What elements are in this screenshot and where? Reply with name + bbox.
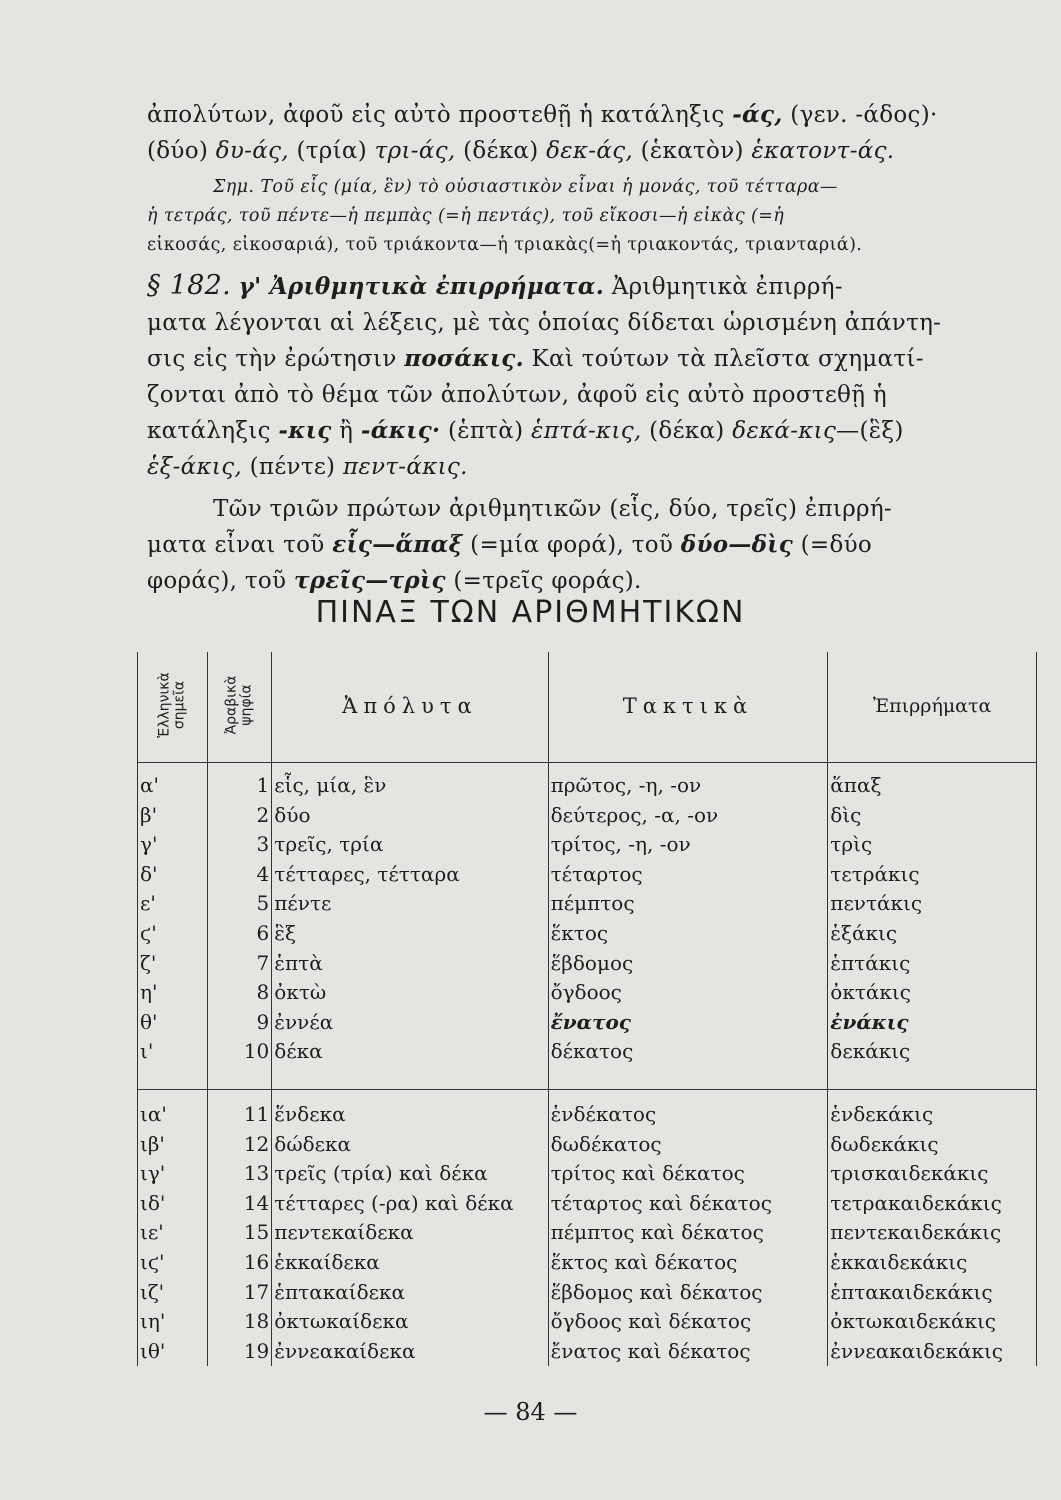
cell-adverb: δωδεκάκις xyxy=(828,1130,1037,1160)
cell-ordinal: πέμπτος καὶ δέκατος xyxy=(548,1218,828,1248)
table-row xyxy=(138,978,1037,1008)
divider-cell xyxy=(548,1067,828,1090)
cell-ordinal: δωδέκατος xyxy=(548,1130,828,1160)
cell-absolute: ἑκκαίδεκα xyxy=(272,1248,548,1278)
note-line-1: Σημ. Τοῦ εἷς (μία, ἓν) τὸ οὐσιαστικὸν εἶναι ἡ μονάς, τοῦ τέτταρα— xyxy=(213,177,838,197)
section-text-part: (πέντε) xyxy=(242,454,343,480)
cell-greek-sign: ιγ' xyxy=(138,1159,208,1189)
cell-adverb: ἑξάκις xyxy=(828,919,1037,949)
table-row xyxy=(138,1218,1037,1248)
header-ordinal: Τακτικὰ xyxy=(548,652,828,763)
cell-arabic-number: 3 xyxy=(208,830,272,860)
cell-arabic-number: 5 xyxy=(208,889,272,919)
header-greek-l1: Ἑλληνικὰ xyxy=(156,671,173,738)
cell-greek-sign: ϛ' xyxy=(138,919,208,949)
cell-greek-sign: ιβ' xyxy=(138,1130,208,1160)
section-text-part: ματα εἶναι τοῦ xyxy=(147,532,333,558)
cell-adverb: ἑκκαιδεκάκις xyxy=(828,1248,1037,1278)
section-text-part: (=μία φορά), τοῦ xyxy=(462,532,681,558)
section-text-part: —(ἓξ) xyxy=(836,418,904,444)
cell-absolute: ἓξ xyxy=(272,919,548,949)
cell-greek-sign: γ' xyxy=(138,830,208,860)
cell-adverb: τρισκαιδεκάκις xyxy=(828,1159,1037,1189)
line-2-part: ἑκατοντ-άς. xyxy=(751,138,895,164)
cell-absolute: ἐννεακαίδεκα xyxy=(272,1337,548,1367)
line-2-part: (τρία) xyxy=(288,138,375,164)
table-row xyxy=(138,1307,1037,1337)
table-row xyxy=(138,1089,1037,1129)
divider-cell xyxy=(828,1067,1037,1090)
cell-absolute: ἐννέα xyxy=(272,1008,548,1038)
section-text-part: Καὶ τούτων τὰ πλεῖστα σχηματί- xyxy=(531,346,924,372)
cell-greek-sign: ιε' xyxy=(138,1218,208,1248)
line-1-text: ἀπολύτων, ἀφοῦ εἰς αὐτὸ προστεθῇ ἡ κατάληξις xyxy=(147,102,725,128)
cell-adverb: ἐννεακαιδεκάκις xyxy=(828,1337,1037,1367)
cell-absolute: τρεῖς, τρία xyxy=(272,830,548,860)
line-2-part: δυ-άς, xyxy=(215,138,289,164)
cell-adverb: τετρακαιδεκάκις xyxy=(828,1189,1037,1219)
cell-arabic-number: 8 xyxy=(208,978,272,1008)
header-arabic-text xyxy=(225,675,255,734)
cell-arabic-number: 19 xyxy=(208,1337,272,1367)
cell-ordinal: ἔνατος καὶ δέκατος xyxy=(548,1337,828,1367)
cell-greek-sign: ιη' xyxy=(138,1307,208,1337)
header-greek-text xyxy=(158,672,188,737)
header-absolute: Ἀπόλυτα xyxy=(272,652,548,763)
section-text-part: ἑπτά-κις, xyxy=(531,418,642,444)
text-line-2 xyxy=(147,133,1047,169)
line-2-part: (δέκα) xyxy=(455,138,547,164)
section-text-8 xyxy=(147,527,1047,563)
header-greek-signs xyxy=(138,652,208,763)
header-greek-l2: σημεῖα xyxy=(171,680,188,729)
cell-adverb: ἑπτακαιδεκάκις xyxy=(828,1278,1037,1308)
cell-absolute: ἑπτακαίδεκα xyxy=(272,1278,548,1308)
table-row xyxy=(138,801,1037,831)
cell-greek-sign: ι' xyxy=(138,1037,208,1067)
table-row xyxy=(138,949,1037,979)
cell-absolute: ὀκτὼ xyxy=(272,978,548,1008)
cell-ordinal: ἕβδομος xyxy=(548,949,828,979)
numerals-table xyxy=(137,652,1037,1366)
cell-arabic-number: 13 xyxy=(208,1159,272,1189)
cell-absolute: ὀκτωκαίδεκα xyxy=(272,1307,548,1337)
text-line-1 xyxy=(147,97,1047,133)
cell-arabic-number: 1 xyxy=(208,763,272,801)
cell-adverb: ἐνάκις xyxy=(828,1008,1037,1038)
table-row xyxy=(138,763,1037,801)
section-title: γ' Ἀριθμητικὰ ἐπιρρήματα. xyxy=(238,273,605,300)
section-text-part: ἑξ-άκις, xyxy=(147,454,243,480)
cell-greek-sign: η' xyxy=(138,978,208,1008)
section-text-part: φοράς), τοῦ xyxy=(147,568,294,594)
cell-ordinal: τρίτος, -η, -ον xyxy=(548,830,828,860)
header-adverbs: Ἐπιρρήματα xyxy=(828,652,1037,763)
header-arabic-l1: Ἀραβικὰ xyxy=(223,675,240,735)
cell-absolute: εἷς, μία, ἓν xyxy=(272,763,548,801)
page-number: — 84 — xyxy=(483,1398,578,1426)
cell-arabic-number: 7 xyxy=(208,949,272,979)
table-row xyxy=(138,919,1037,949)
section-text-part: (=δύο xyxy=(793,532,873,558)
section-text-part: -κις xyxy=(278,417,332,444)
table-header-row xyxy=(138,652,1037,763)
section-text-part: -άκις· xyxy=(360,417,441,444)
table-row xyxy=(138,1337,1037,1367)
cell-adverb: ἑνδεκάκις xyxy=(828,1089,1037,1129)
cell-ordinal: δεύτερος, -α, -ον xyxy=(548,801,828,831)
cell-arabic-number: 12 xyxy=(208,1130,272,1160)
divider-cell xyxy=(208,1067,272,1090)
cell-adverb: δὶς xyxy=(828,801,1037,831)
section-text-part: εἷς—ἅπαξ xyxy=(332,531,463,558)
cell-ordinal: τέταρτος καὶ δέκατος xyxy=(548,1189,828,1219)
line-2-part: (δύο) xyxy=(147,138,216,164)
cell-adverb: δεκάκις xyxy=(828,1037,1037,1067)
cell-arabic-number: 15 xyxy=(208,1218,272,1248)
cell-absolute: δέκα xyxy=(272,1037,548,1067)
section-text-part: σις εἰς τὴν ἐρώτησιν xyxy=(147,346,397,372)
cell-ordinal: ἕκτος xyxy=(548,919,828,949)
section-text-part: δεκά-κις xyxy=(732,418,837,444)
cell-adverb: ὀκτάκις xyxy=(828,978,1037,1008)
section-text-9 xyxy=(147,563,1047,599)
cell-greek-sign: β' xyxy=(138,801,208,831)
table-row xyxy=(138,1189,1037,1219)
cell-arabic-number: 14 xyxy=(208,1189,272,1219)
cell-ordinal: τέταρτος xyxy=(548,860,828,890)
section-text-part: δύο—δὶς xyxy=(680,531,794,558)
table-row xyxy=(138,830,1037,860)
section-text-part: (=τρεῖς φοράς). xyxy=(445,568,642,594)
cell-arabic-number: 17 xyxy=(208,1278,272,1308)
cell-adverb: πεντεκαιδεκάκις xyxy=(828,1218,1037,1248)
cell-adverb: ἅπαξ xyxy=(828,763,1037,801)
cell-adverb: πεντάκις xyxy=(828,889,1037,919)
cell-greek-sign: ιθ' xyxy=(138,1337,208,1367)
cell-arabic-number: 6 xyxy=(208,919,272,949)
cell-absolute: δύο xyxy=(272,801,548,831)
section-text-1: Ἀριθμητικὰ ἐπιρρή- xyxy=(611,274,843,300)
cell-arabic-number: 2 xyxy=(208,801,272,831)
section-text-7: Τῶν τριῶν πρώτων ἀριθμητικῶν (εἷς, δύο, τρεῖς) ἐπιρρή- xyxy=(213,496,892,522)
table-row xyxy=(138,889,1037,919)
section-text-part: (ἑπτὰ) xyxy=(447,418,524,444)
cell-absolute: πεντεκαίδεκα xyxy=(272,1218,548,1248)
cell-ordinal: ὄγδοος xyxy=(548,978,828,1008)
table-row xyxy=(138,1278,1037,1308)
cell-arabic-number: 16 xyxy=(208,1248,272,1278)
cell-adverb: τρὶς xyxy=(828,830,1037,860)
table-group-divider xyxy=(138,1067,1037,1090)
section-text-6 xyxy=(147,449,1047,485)
cell-arabic-number: 18 xyxy=(208,1307,272,1337)
cell-ordinal: ἑνδέκατος xyxy=(548,1089,828,1129)
table-row xyxy=(138,1130,1037,1160)
line-1-genitive: (γεν. -άδος)· xyxy=(790,102,938,128)
cell-arabic-number: 10 xyxy=(208,1037,272,1067)
cell-arabic-number: 4 xyxy=(208,860,272,890)
cell-ordinal: ἕβδομος καὶ δέκατος xyxy=(548,1278,828,1308)
cell-ordinal: ἔνατος xyxy=(548,1008,828,1038)
section-text-part: κατάληξις xyxy=(147,418,271,444)
section-text-part: (δέκα) xyxy=(649,418,725,444)
cell-greek-sign: α' xyxy=(138,763,208,801)
cell-greek-sign: ια' xyxy=(138,1089,208,1129)
cell-absolute: ἕνδεκα xyxy=(272,1089,548,1129)
table-body xyxy=(138,763,1037,1367)
table-row xyxy=(138,1159,1037,1189)
section-text-part: ἢ xyxy=(339,418,354,444)
section-heading-line xyxy=(147,268,1047,305)
line-1-ending: -άς, xyxy=(732,101,783,128)
cell-ordinal: ἕκτος καὶ δέκατος xyxy=(548,1248,828,1278)
cell-adverb: ἑπτάκις xyxy=(828,949,1037,979)
cell-ordinal: πέμπτος xyxy=(548,889,828,919)
cell-arabic-number: 11 xyxy=(208,1089,272,1129)
section-text-part: ποσάκις. xyxy=(404,345,524,372)
table-row xyxy=(138,1248,1037,1278)
section-text-3 xyxy=(147,341,1047,377)
cell-ordinal: δέκατος xyxy=(548,1037,828,1067)
table-row xyxy=(138,1037,1037,1067)
note-line-3: εἰκοσάς, εἰκοσαριά), τοῦ τριάκοντα—ἡ τριακὰς(=ἡ τριακοντάς, τριανταριά). xyxy=(147,235,863,255)
cell-absolute: τέτταρες (-ρα) καὶ δέκα xyxy=(272,1189,548,1219)
note-line-2: ἡ τετράς, τοῦ πέντε—ἡ πεμπὰς (=ἡ πεντάς), τοῦ εἴκοσι—ἡ εἰκὰς (=ἡ xyxy=(147,206,785,226)
cell-adverb: ὀκτωκαιδεκάκις xyxy=(828,1307,1037,1337)
section-text-4: ζονται ἀπὸ τὸ θέμα τῶν ἀπολύτων, ἀφοῦ εἰς αὐτὸ προστεθῇ ἡ xyxy=(147,382,887,408)
section-text-2: ματα λέγονται αἱ λέξεις, μὲ τὰς ὁποίας δίδεται ὡρισμένη ἀπάντη- xyxy=(147,310,942,336)
table-row xyxy=(138,860,1037,890)
cell-absolute: τρεῖς (τρία) καὶ δέκα xyxy=(272,1159,548,1189)
section-number: § 182. xyxy=(147,270,231,301)
cell-ordinal: πρῶτος, -η, -ον xyxy=(548,763,828,801)
cell-absolute: πέντε xyxy=(272,889,548,919)
section-text-part: πεντ-άκις. xyxy=(342,454,468,480)
note-block xyxy=(147,173,1047,260)
line-2-part: δεκ-άς, xyxy=(546,138,633,164)
line-2-part: τρι-άς, xyxy=(374,138,456,164)
divider-cell xyxy=(138,1067,208,1090)
cell-adverb: τετράκις xyxy=(828,860,1037,890)
cell-greek-sign: ιζ' xyxy=(138,1278,208,1308)
section-text-part: τρεῖς—τρὶς xyxy=(293,567,446,594)
cell-arabic-number: 9 xyxy=(208,1008,272,1038)
cell-ordinal: τρίτος καὶ δέκατος xyxy=(548,1159,828,1189)
table-row xyxy=(138,1008,1037,1038)
line-2-part: (ἑκατὸν) xyxy=(633,138,752,164)
table-title: ΠΙΝΑΞ ΤΩΝ ΑΡΙΘΜΗΤΙΚΩΝ xyxy=(315,595,746,630)
cell-greek-sign: ζ' xyxy=(138,949,208,979)
body-text xyxy=(147,97,1047,599)
cell-greek-sign: θ' xyxy=(138,1008,208,1038)
divider-cell xyxy=(272,1067,548,1090)
cell-absolute: ἑπτὰ xyxy=(272,949,548,979)
cell-absolute: τέτταρες, τέτταρα xyxy=(272,860,548,890)
header-arabic-l2: ψηφία xyxy=(238,684,255,726)
header-arabic-digits xyxy=(208,652,272,763)
cell-greek-sign: ιϛ' xyxy=(138,1248,208,1278)
section-text-5 xyxy=(147,413,1047,449)
cell-absolute: δώδεκα xyxy=(272,1130,548,1160)
cell-ordinal: ὄγδοος καὶ δέκατος xyxy=(548,1307,828,1337)
cell-greek-sign: ε' xyxy=(138,889,208,919)
cell-greek-sign: ιδ' xyxy=(138,1189,208,1219)
cell-greek-sign: δ' xyxy=(138,860,208,890)
